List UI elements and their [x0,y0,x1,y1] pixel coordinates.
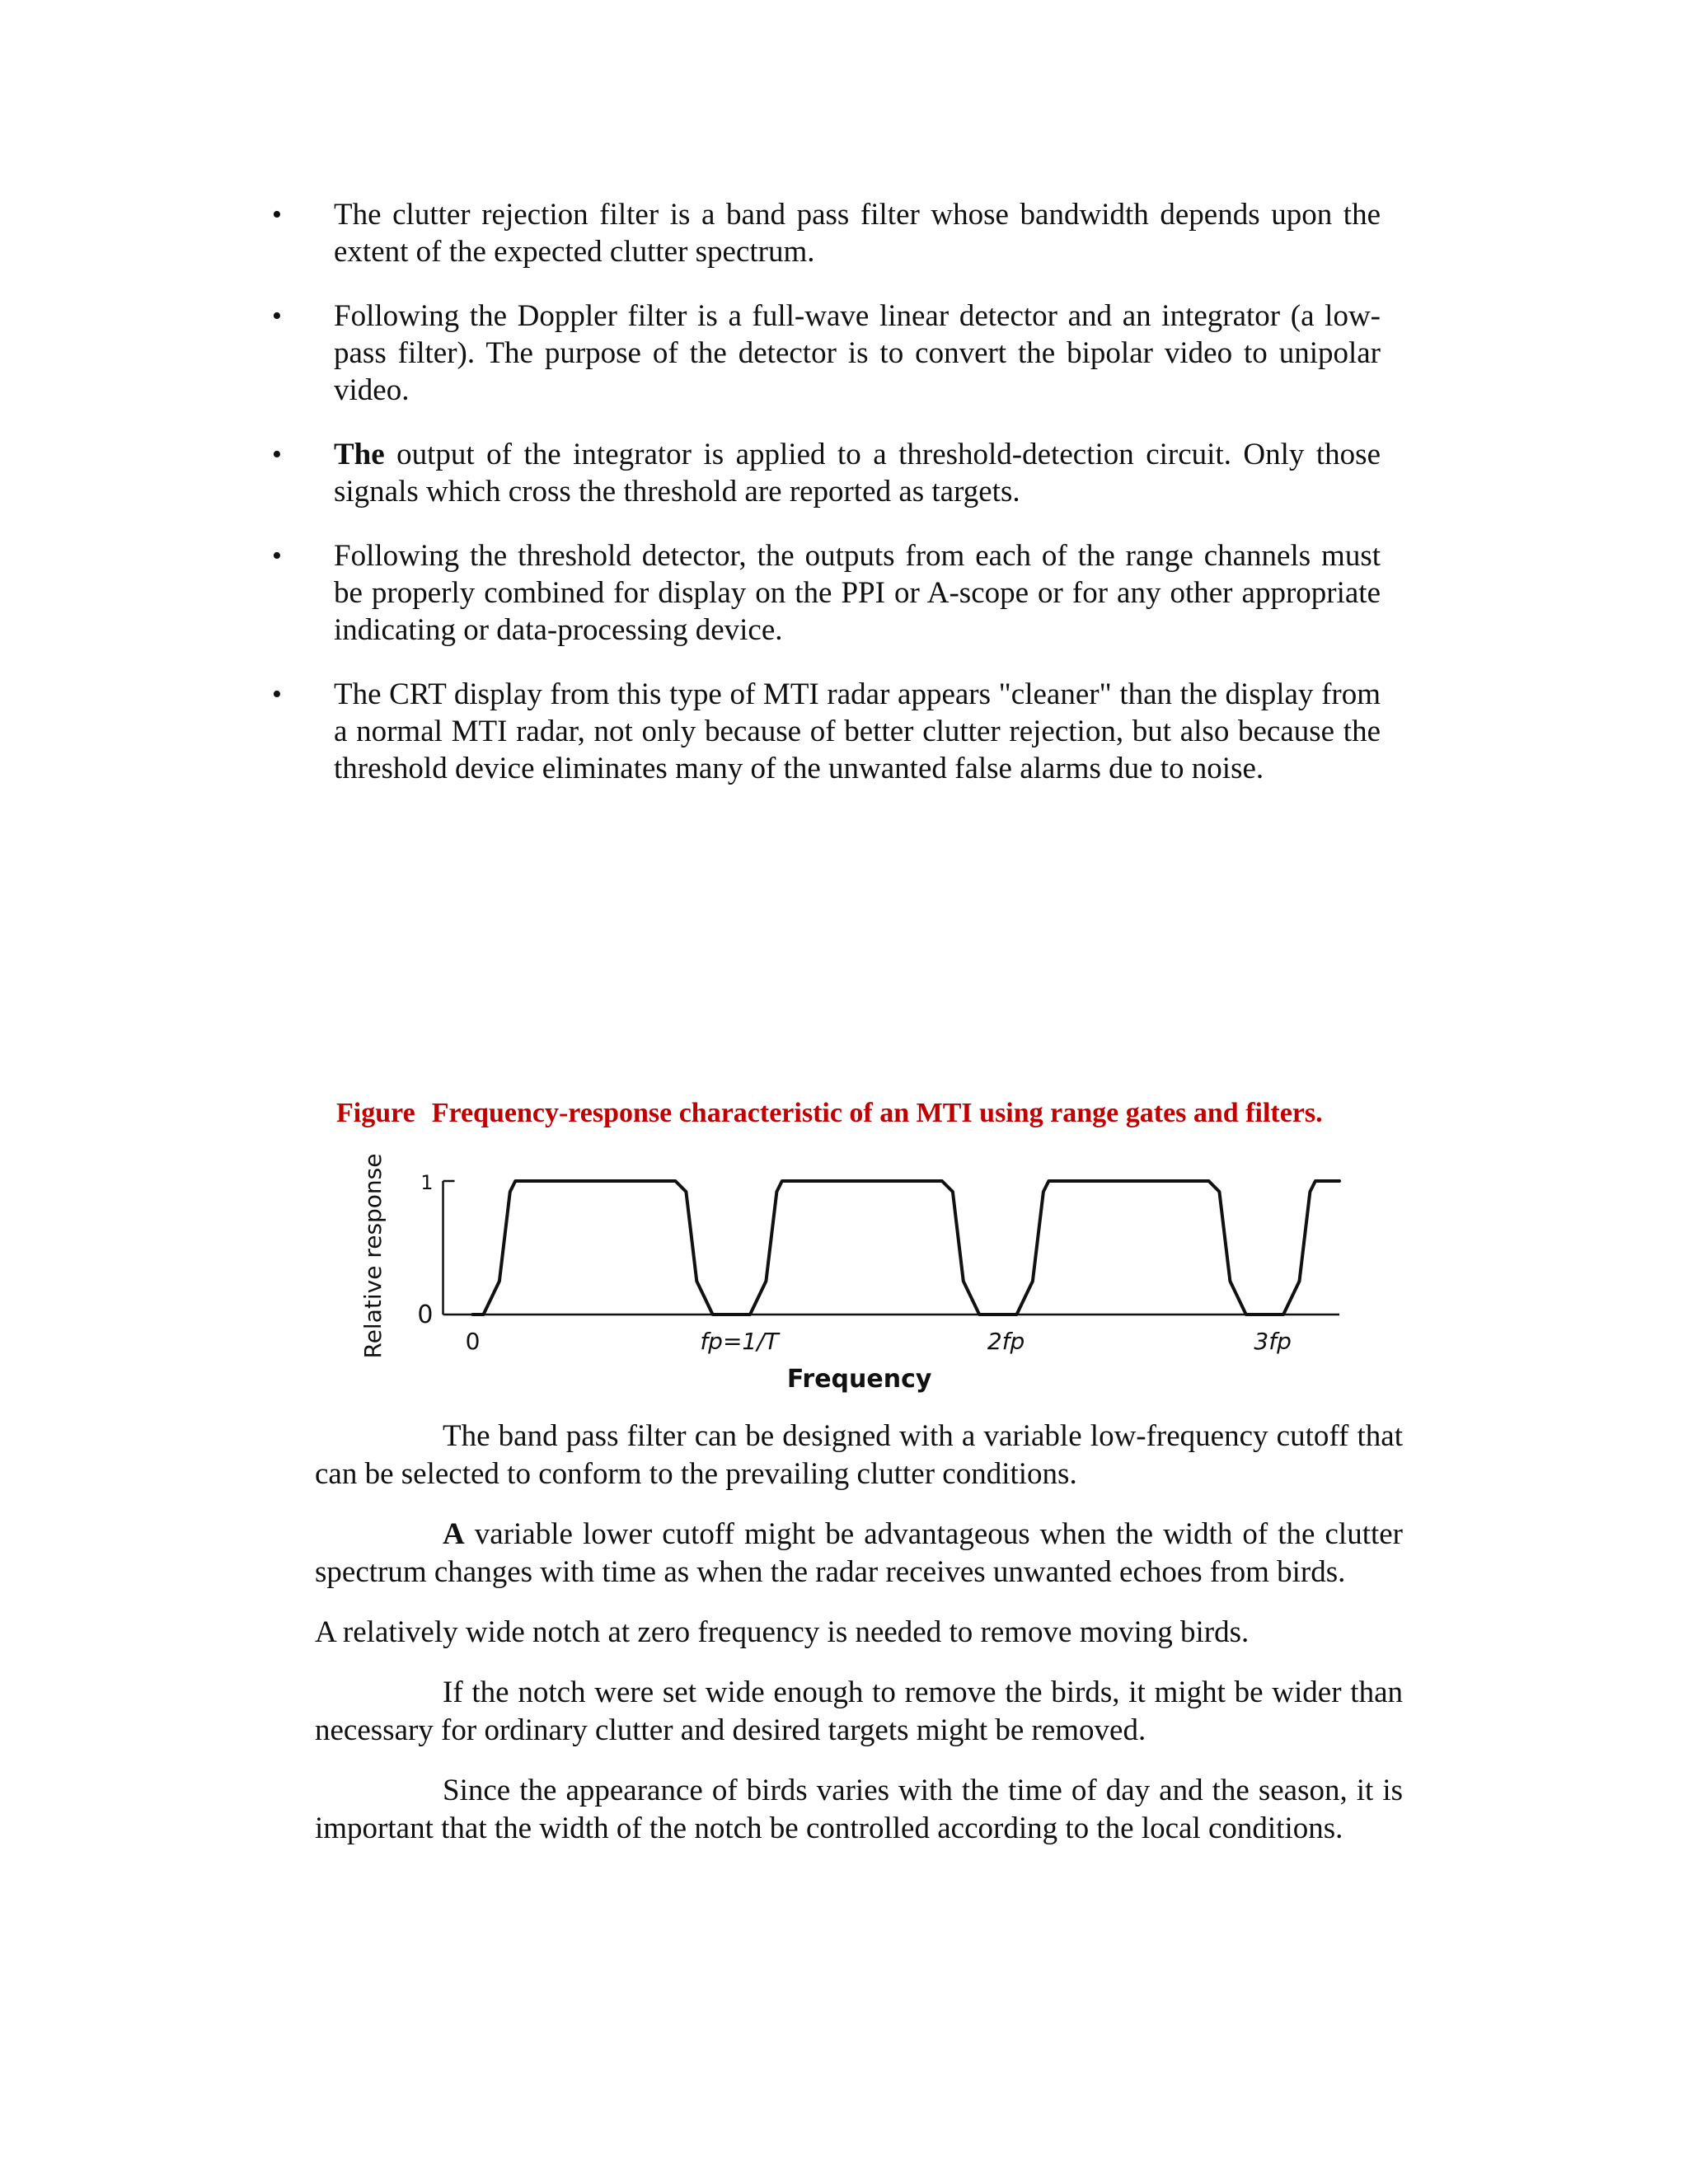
bullet-list [272,196,1381,814]
bullet-item [272,537,1381,649]
figure-label: Figure [336,1098,415,1128]
y-tick-label: 0 [417,1301,434,1329]
figure-caption [336,1098,1323,1129]
y-axis-label: Relative response [359,1153,387,1359]
bullet-icon: • [272,679,282,710]
paragraph: The band pass filter can be designed with a variable low-frequency cutoff that can be selected to conform to the prevailing clutter conditions. [315,1419,1403,1491]
bullet-item [272,298,1381,409]
bullet-item [272,676,1381,787]
x-tick-label: 3fp [1254,1328,1292,1355]
bullet-icon: • [272,541,282,571]
bullet-text: Following the threshold detector, the outputs from each of the range channels must be properly combined for display on the PPI or A-scope or for any other appropriate indicating or data-processing device. [334,539,1381,647]
paragraph: Since the appearance of birds varies with the time of day and the season, it is important that the width of the notch be controlled according to the local conditions. [315,1774,1403,1845]
chart-axes [443,1181,1339,1315]
bullet-icon: • [272,301,282,331]
body-paragraphs [315,1418,1403,1870]
frequency-response-chart [359,1141,1343,1397]
bullet-text: The output of the integrator is applied to a threshold-detection circuit. Only those signals which cross the threshold are reported as targets. [334,438,1381,509]
x-axis-label: Frequency [786,1365,932,1394]
bullet-item [272,436,1381,510]
bullet-icon: • [272,439,282,470]
bullet-text: The CRT display from this type of MTI radar appears "cleaner" than the display from a normal MTI radar, not only because of better clutter rejection, but also because the threshold device eliminates many of the unwanted false alarms due to noise. [334,677,1381,785]
figure-caption-text: Frequency-response characteristic of an MTI using range gates and filters. [431,1098,1323,1128]
y-tick-label: 1 [420,1171,434,1194]
x-tick-label: 2fp [987,1328,1025,1355]
bullet-text: Following the Doppler filter is a full-wave linear detector and an integrator (a low-pass filter). The purpose of the detector is to convert the bipolar video to unipolar video. [334,299,1381,407]
paragraph: A variable lower cutoff might be advantageous when the width of the clutter spectrum changes with time as when the radar receives unwanted echoes from birds. [315,1517,1403,1589]
paragraph: If the notch were set wide enough to remove the birds, it might be wider than necessary for ordinary clutter and desired targets might be removed. [315,1675,1403,1747]
bullet-text: The clutter rejection filter is a band pass filter whose bandwidth depends upon the extent of the expected clutter spectrum. [334,198,1381,269]
x-tick-label: 0 [465,1328,481,1355]
bullet-icon: • [272,199,282,230]
bullet-item [272,196,1381,270]
series-line [473,1181,1340,1315]
paragraph: A relatively wide notch at zero frequency is needed to remove moving birds. [315,1615,1250,1649]
x-tick-label: fp=1/T [700,1328,779,1355]
